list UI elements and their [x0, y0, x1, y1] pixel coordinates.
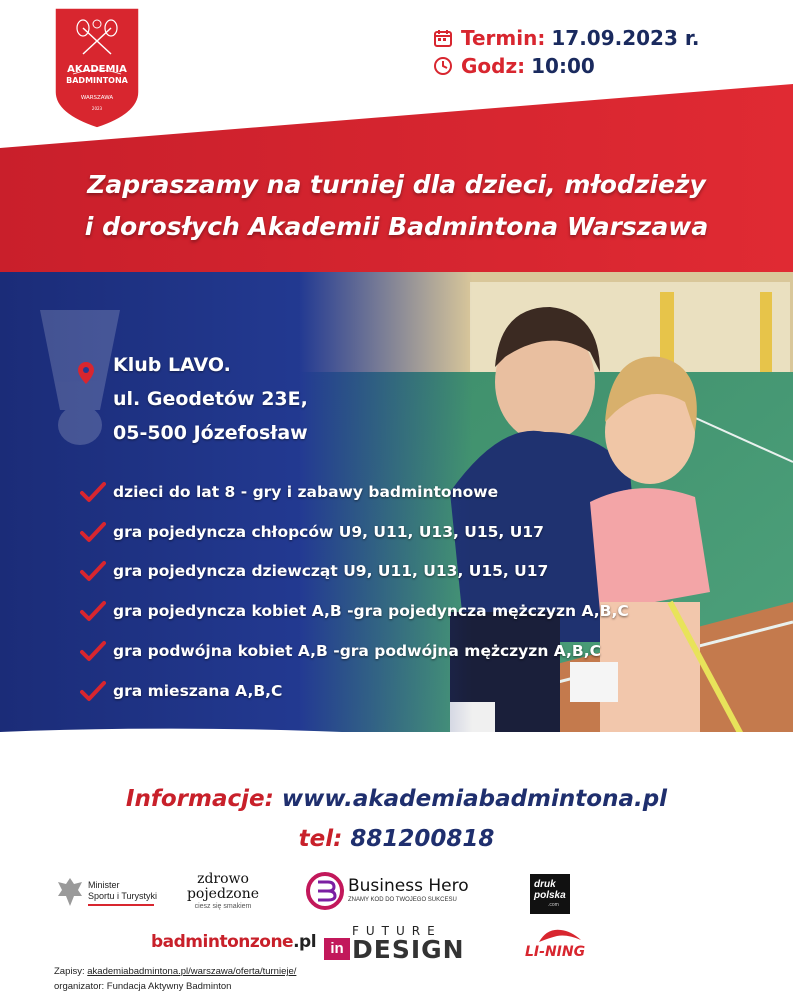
future-in-design-logo [324, 924, 490, 962]
info-label: Informacje: [125, 786, 274, 812]
list-item [80, 679, 282, 703]
ministry-line2: Sportu i Turystyki [88, 891, 158, 901]
category-label: gra mieszana A,B,C [113, 682, 283, 700]
lining-logo [523, 926, 601, 962]
lining-text: LI-NING [525, 944, 586, 960]
category-label: gra podwójna kobiet A,B -gra podwójna mężczyzn A,B,C [113, 642, 601, 660]
in-text: in [324, 938, 350, 960]
category-label: gra pojedyncza chłopców U9, U11, U13, U15, U17 [113, 523, 544, 541]
lining-swoosh-icon [537, 926, 583, 944]
zdrowo-pojedzone-logo [183, 872, 263, 916]
list-item [80, 520, 544, 544]
clock-icon [433, 56, 453, 76]
tel-line [0, 826, 793, 852]
list-item [80, 559, 548, 583]
druk-line3: .com [548, 902, 559, 908]
zapisy-link[interactable]: akademiabadmintona.pl/warszawa/oferta/turnieje/ [87, 966, 297, 977]
logo-line3: WARSZAWA [80, 95, 114, 101]
business-hero-emblem-icon [306, 872, 344, 910]
list-item [80, 599, 629, 623]
zdrowo-line1: zdrowo [197, 871, 249, 887]
check-icon [80, 640, 106, 662]
design-text: DESIGN [352, 935, 465, 964]
list-item [80, 639, 601, 663]
business-hero-logo [306, 872, 492, 912]
list-item [80, 480, 498, 504]
organizer-line: organizator: Fundacja Aktywny Badminton [54, 981, 232, 992]
badmintonzone-part2: zone [249, 932, 294, 952]
logo-line1: AKADEMIA [67, 64, 127, 75]
event-date [433, 26, 699, 50]
zapisy-line [54, 966, 296, 977]
badmintonzone-part1: badminton [151, 932, 250, 952]
wave-divider [0, 720, 793, 760]
date-label: Termin: [461, 26, 546, 50]
zapisy-label: Zapisy: [54, 966, 88, 977]
ministry-logo [56, 876, 160, 910]
check-icon [80, 600, 106, 622]
headline-line2: i dorosłych Akademii Badmintona Warszawa [84, 212, 709, 241]
date-value: 17.09.2023 r. [551, 26, 700, 50]
category-label: gra pojedyncza kobiet A,B -gra pojedyncza mężczyzn A,B,C [113, 602, 629, 620]
venue-city: 05-500 Józefosław [113, 422, 308, 444]
category-label: dzieci do lat 8 - gry i zabawy badmintonowe [113, 483, 499, 501]
info-website[interactable]: www.akademiabadmintona.pl [281, 786, 668, 812]
druk-line2: polska [534, 890, 566, 901]
future-text: FUTURE [352, 924, 442, 938]
druk-line1: druk [534, 879, 556, 890]
business-hero-tagline: ZNAMY KOD DO TWOJEGO SUKCESU [348, 897, 457, 903]
category-label: gra pojedyncza dziewcząt U9, U11, U13, U15, U17 [113, 562, 549, 580]
badmintonzone-part3: .pl [293, 932, 317, 952]
zdrowo-line3: ciesz się smakiem [194, 903, 252, 910]
zdrowo-line2: pojedzone [186, 886, 260, 902]
check-icon [80, 521, 106, 543]
badmintonzone-logo [151, 932, 316, 952]
headline-line1: Zapraszamy na turniej dla dzieci, młodzieży [87, 170, 706, 199]
event-time [433, 54, 595, 78]
venue-name: Klub LAVO. [113, 354, 231, 376]
venue-street: ul. Geodetów 23E, [113, 388, 308, 410]
ministry-underline [88, 904, 154, 906]
check-icon [80, 560, 106, 582]
time-label: Godz: [461, 54, 526, 78]
check-icon [80, 680, 106, 702]
location-pin-icon [78, 362, 94, 384]
tel-number[interactable]: 881200818 [350, 826, 495, 852]
drukpolska-logo [530, 874, 570, 914]
info-line [0, 786, 793, 812]
time-value: 10:00 [531, 54, 595, 78]
calendar-icon [433, 28, 453, 48]
tel-label: tel: [298, 826, 343, 852]
logo-line2: BADMINTONA [66, 76, 128, 85]
eagle-emblem-icon [56, 876, 84, 908]
check-icon [80, 481, 106, 503]
logo-line4: 2023 [91, 106, 103, 111]
business-hero-name: Business Hero [348, 876, 469, 896]
ministry-line1: Minister [88, 880, 120, 890]
akademia-logo [53, 6, 141, 130]
